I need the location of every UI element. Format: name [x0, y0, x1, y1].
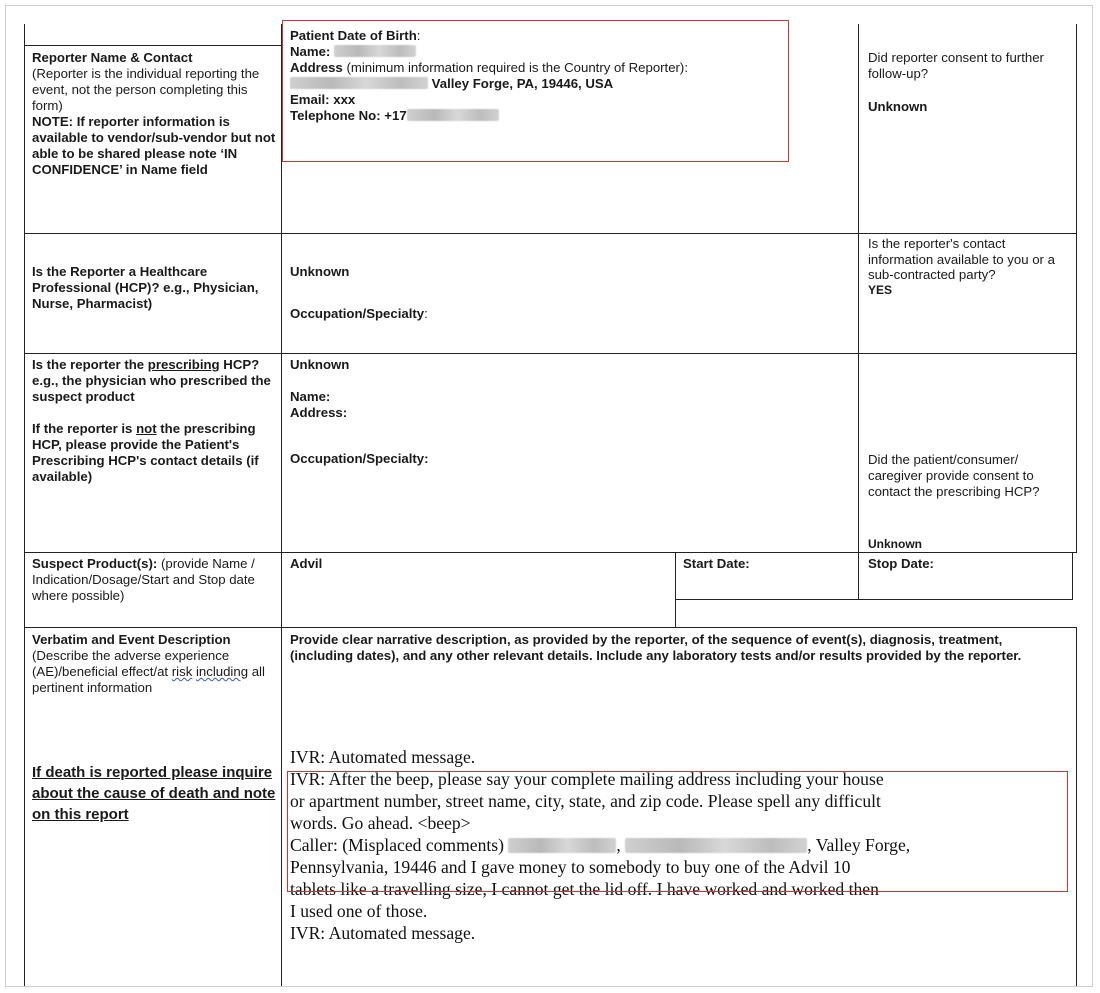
- hcp-details: Unknown Occupation/Specialty:: [290, 264, 850, 322]
- reporter-email-label: Email:: [290, 92, 330, 107]
- table-border-product-mid: [675, 552, 676, 627]
- table-rule-2: [24, 233, 1077, 234]
- reporter-address-value: Valley Forge, PA, 19446, USA: [431, 76, 614, 91]
- table-border-left: [24, 24, 25, 987]
- hcp-contact-question: Is the reporter's contact information available to you or a sub-contracted party?: [868, 236, 1055, 282]
- reporter-label-desc: (Reporter is the individual reporting the event, not the person completing this form): [32, 66, 260, 113]
- prescriber-label-a-underlined: prescribing: [147, 357, 220, 372]
- narrative-line-3: or apartment number, street name, city, state, and zip code. Please spell any difficult: [290, 791, 881, 811]
- prescriber-occupation-label: Occupation/Specialty:: [290, 451, 429, 466]
- form-document: [6, 6, 1093, 987]
- hcp-value: Unknown: [290, 264, 350, 279]
- hcp-occupation-label: Occupation/Specialty: [290, 306, 425, 321]
- narrative-city: , Valley Forge,: [807, 835, 911, 855]
- reporter-address-label: Address: [290, 60, 343, 75]
- death-note: If death is reported please inquire about the cause of death and note on this report: [32, 764, 276, 823]
- narrative-line-4: words. Go ahead. <beep>: [290, 813, 471, 833]
- table-rule-6: [24, 627, 1077, 628]
- reporter-address-hint: (minimum information required is the Country of Reporter):: [346, 60, 688, 75]
- prescriber-consent-answer: Unknown: [868, 537, 922, 551]
- product-value: Advil: [290, 556, 323, 571]
- event-label-risk: risk: [171, 664, 193, 679]
- prescriber-label-b-rest: the prescribing HCP, please provide the Patient's Prescribing HCP's contact details (if available): [32, 421, 259, 484]
- reporter-label-note: NOTE: If reporter information is available to vendor/sub-vendor but not able to be shared please note ‘IN CONFIDENCE’ in Name field: [32, 114, 276, 177]
- narrative-line-1: IVR: Automated message.: [290, 747, 476, 767]
- narrative-line-2: IVR: After the beep, please say your complete mailing address including your house: [290, 769, 884, 789]
- prescriber-name-label: Name:: [290, 389, 331, 404]
- table-border-product-right: [858, 552, 859, 599]
- product-label-rest: (provide Name / Indication/Dosage/Start and Stop date where possible): [32, 556, 255, 603]
- reporter-label-title: Reporter Name & Contact: [32, 50, 193, 65]
- event-instructions: Provide clear narrative description, as provided by the reporter, of the sequence of event(s), diagnosis, treatment, (including dates), and any other relevant details. Include any laboratory tests and/or results provided by the reporter.: [290, 632, 1022, 663]
- prescriber-address-label: Address:: [290, 405, 348, 420]
- event-label-desc: (Describe the adverse experience (AE)/beneficial effect/at: [32, 648, 230, 679]
- prescriber-value: Unknown: [290, 357, 350, 372]
- narrative-line-7: tablets like a travelling size, I cannot get the lid off. I have worked and worked then: [290, 879, 879, 899]
- prescriber-consent-question: Did the patient/consumer/ caregiver provide consent to contact the prescribing HCP?: [868, 452, 1040, 499]
- reporter-consent-question: Did reporter consent to further follow-up?: [868, 50, 1044, 81]
- hcp-contact: [868, 236, 1068, 298]
- table-border-col1: [281, 24, 282, 987]
- hcp-contact-answer: YES: [868, 282, 893, 297]
- highlight-box-reporter: [282, 20, 789, 162]
- reporter-consent: [868, 50, 1068, 115]
- table-rule-4: [24, 552, 1077, 553]
- table-border-col2: [858, 24, 859, 552]
- table-rule-1: [24, 45, 282, 46]
- reporter-details: Patient Date of Birth: Name: Address (minimum information required is the Country of Reporter): Valley Forge, PA, 19446, USA Email: xxx Telephone No: +17: [290, 28, 688, 123]
- narrative-comma: ,: [616, 835, 621, 855]
- event-label: [32, 632, 276, 696]
- prescriber-details: [290, 357, 850, 467]
- prescriber-label: [32, 357, 276, 485]
- hcp-label: Is the Reporter a Healthcare Professional (HCP)? e.g., Physician, Nurse, Pharmacist): [32, 264, 259, 311]
- product-label-bold: Suspect Product(s):: [32, 556, 158, 571]
- patient-dob-label: Patient Date of Birth: [290, 28, 417, 43]
- prescriber-label-a-rest: HCP? e.g., the physician who prescribed the suspect product: [32, 357, 271, 404]
- highlight-box-narrative: [287, 771, 1068, 892]
- document-viewport: [5, 5, 1093, 987]
- reporter-label: [32, 50, 276, 178]
- reporter-phone-label: Telephone No:: [290, 108, 381, 123]
- reporter-phone-value: +17: [384, 108, 407, 123]
- narrative-line-8: I used one of those.: [290, 901, 428, 921]
- event-label-rest: all pertinent information: [32, 664, 265, 695]
- table-rule-3: [24, 353, 1077, 354]
- narrative-line-9: IVR: Automated message.: [290, 923, 476, 943]
- table-rule-5: [675, 599, 1073, 600]
- reporter-name-label: Name:: [290, 44, 331, 59]
- table-border-product-outer: [1072, 552, 1073, 599]
- prescriber-label-b-underlined: not: [136, 421, 157, 436]
- event-label-title: Verbatim and Event Description: [32, 632, 231, 647]
- table-border-right-top: [1076, 24, 1077, 552]
- product-start-date-label: Start Date:: [683, 556, 750, 571]
- reporter-consent-answer: Unknown: [868, 99, 928, 114]
- product-stop-date-label: Stop Date:: [868, 556, 934, 571]
- prescriber-label-b: If the reporter is: [32, 421, 133, 436]
- prescriber-label-a: Is the reporter the: [32, 357, 145, 372]
- event-label-including: including: [195, 664, 249, 679]
- product-label: [32, 556, 276, 604]
- reporter-email-value: xxx: [333, 92, 356, 107]
- narrative-caller-prefix: Caller: (Misplaced comments): [290, 835, 504, 855]
- prescriber-consent: [868, 452, 1074, 500]
- narrative-line-6: Pennsylvania, 19446 and I gave money to somebody to buy one of the Advil 10: [290, 857, 851, 877]
